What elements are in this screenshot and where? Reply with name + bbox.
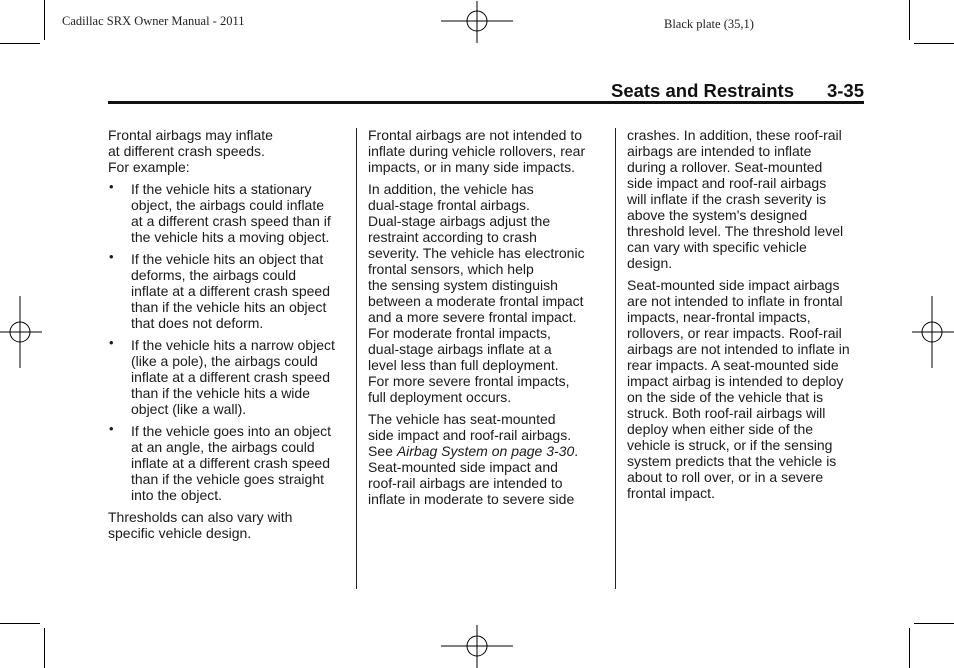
- column-divider: [615, 128, 616, 589]
- text-line: inflate during vehicle rollovers, rear: [368, 143, 586, 159]
- text-line: deploy when either side of the: [627, 421, 814, 437]
- bullet-item: [108, 251, 348, 331]
- text-line: rollovers, or rear impacts. Roof-rail: [627, 325, 842, 341]
- text-line: struck. Both roof-rail airbags will: [627, 405, 826, 421]
- text-line: design.: [627, 255, 673, 271]
- text-line: For example:: [108, 159, 190, 175]
- paragraph: [368, 411, 608, 507]
- text-line: impact airbag is intended to deploy: [627, 373, 844, 389]
- closing-paragraph: [108, 509, 348, 541]
- page-number: 3-35: [826, 80, 864, 101]
- text-line: side impact and roof-rail airbags.: [368, 427, 572, 443]
- text-line: Frontal airbags may inflate: [108, 127, 273, 143]
- column-2: [368, 127, 608, 513]
- text-line: level less than full deployment.: [368, 357, 559, 373]
- text-line: during a rollover. Seat-mounted: [627, 159, 823, 175]
- registration-mark-icon: [441, 625, 513, 668]
- bullet-item: [108, 423, 348, 503]
- text-line: full deployment occurs.: [368, 389, 512, 405]
- paragraph: [627, 127, 864, 271]
- column-3: [627, 127, 864, 507]
- section-header: [108, 80, 864, 102]
- text-line: impacts, or in many side impacts.: [368, 159, 575, 175]
- text-line: severity. The vehicle has electronic: [368, 245, 585, 261]
- text-line: If the vehicle hits a narrow object: [131, 337, 335, 353]
- text-line: inflate at a different crash speed: [131, 283, 330, 299]
- paragraph: [368, 127, 608, 175]
- text-line: Thresholds can also vary with: [108, 509, 293, 525]
- text-line: dual-stage airbags inflate at a: [368, 341, 552, 357]
- text-line: than if the vehicle hits an object: [131, 299, 327, 315]
- text-line: dual-stage frontal airbags.: [368, 197, 530, 213]
- bullet-icon: •: [109, 421, 114, 436]
- text-line: crashes. In addition, these roof-rail: [627, 127, 842, 143]
- crop-mark: [909, 628, 910, 668]
- registration-mark-icon: [0, 296, 42, 368]
- text-line: than if the vehicle goes straight: [131, 471, 325, 487]
- text-line: above the system's designed: [627, 207, 808, 223]
- text-line: frontal impact.: [627, 485, 715, 501]
- text-line: object (like a wall).: [131, 401, 247, 417]
- text-line: at different crash speeds.: [108, 143, 265, 159]
- crop-mark: [914, 43, 954, 44]
- column-divider: [356, 128, 357, 589]
- text-line: inflate at a different crash speed: [131, 455, 330, 471]
- text-line: are not intended to inflate in frontal: [627, 293, 843, 309]
- registration-mark-icon: [912, 296, 954, 368]
- crop-mark: [0, 623, 40, 624]
- bullet-icon: •: [109, 249, 114, 264]
- text-line: roof-rail airbags are intended to: [368, 475, 563, 491]
- registration-mark-icon: [441, 1, 513, 43]
- text-line: at a different crash speed than if: [131, 213, 331, 229]
- text-line: [368, 443, 608, 459]
- paragraph: [627, 277, 864, 501]
- text-line: specific vehicle design.: [108, 525, 252, 541]
- text-line: that does not deform.: [131, 315, 264, 331]
- manual-title: Cadillac SRX Owner Manual - 2011: [62, 14, 245, 28]
- text-line: into the object.: [131, 487, 223, 503]
- text-line: airbags are not intended to inflate in: [627, 341, 850, 357]
- text-line: If the vehicle goes into an object: [131, 423, 332, 439]
- text-line: the sensing system distinguish: [368, 277, 558, 293]
- text-line: and a more severe frontal impact.: [368, 309, 577, 325]
- plate-label: Black plate (35,1): [664, 17, 754, 31]
- text-line: Frontal airbags are not intended to: [368, 127, 583, 143]
- text-line: If the vehicle hits a stationary: [131, 181, 312, 197]
- text-line: threshold level. The threshold level: [627, 223, 844, 239]
- section-title: Seats and Restraints: [610, 80, 794, 101]
- text-line: will inflate if the crash severity is: [627, 191, 827, 207]
- crop-mark: [0, 43, 40, 44]
- bullet-item: [108, 337, 348, 417]
- bullet-icon: •: [109, 335, 114, 350]
- header-rule: [108, 101, 864, 104]
- text-line: The vehicle has seat-mounted: [368, 411, 556, 427]
- text-line: the vehicle hits a moving object.: [131, 229, 330, 245]
- text-line: For more severe frontal impacts,: [368, 373, 570, 389]
- text-fragment: See: [368, 443, 397, 459]
- text-line: In addition, the vehicle has: [368, 181, 534, 197]
- text-line: about to roll over, or in a severe: [627, 469, 824, 485]
- text-line: vehicle is struck, or if the sensing: [627, 437, 833, 453]
- paragraph: [368, 181, 608, 405]
- text-line: can vary with specific vehicle: [627, 239, 807, 255]
- crop-mark: [914, 623, 954, 624]
- text-line: Seat-mounted side impact and: [368, 459, 558, 475]
- text-line: side impact and roof-rail airbags: [627, 175, 827, 191]
- intro-paragraph: [108, 127, 348, 175]
- column-1: [108, 127, 348, 547]
- text-line: If the vehicle hits an object that: [131, 251, 324, 267]
- text-line: Seat-mounted side impact airbags: [627, 277, 840, 293]
- text-line: (like a pole), the airbags could: [131, 353, 318, 369]
- text-line: For moderate frontal impacts,: [368, 325, 551, 341]
- text-line: Dual-stage airbags adjust the: [368, 213, 551, 229]
- text-line: at an angle, the airbags could: [131, 439, 315, 455]
- text-line: frontal sensors, which help: [368, 261, 534, 277]
- bullet-item: [108, 181, 348, 245]
- text-line: object, the airbags could inflate: [131, 197, 325, 213]
- text-line: deforms, the airbags could: [131, 267, 296, 283]
- text-line: impacts, near-frontal impacts,: [627, 309, 811, 325]
- text-line: on the side of the vehicle that is: [627, 389, 824, 405]
- text-line: rear impacts. A seat-mounted side: [627, 357, 839, 373]
- crop-mark: [44, 628, 45, 668]
- crop-mark: [44, 0, 45, 40]
- text-line: airbags are intended to inflate: [627, 143, 812, 159]
- text-line: inflate at a different crash speed: [131, 369, 330, 385]
- text-line: than if the vehicle hits a wide: [131, 385, 310, 401]
- text-line: between a moderate frontal impact: [368, 293, 584, 309]
- bullet-icon: •: [109, 179, 114, 194]
- text-fragment: .: [574, 443, 579, 459]
- text-line: inflate in moderate to severe side: [368, 491, 575, 507]
- text-line: system predicts that the vehicle is: [627, 453, 837, 469]
- text-line: restraint according to crash: [368, 229, 537, 245]
- cross-reference-link[interactable]: Airbag System on page 3-30: [396, 443, 575, 459]
- crop-mark: [909, 0, 910, 40]
